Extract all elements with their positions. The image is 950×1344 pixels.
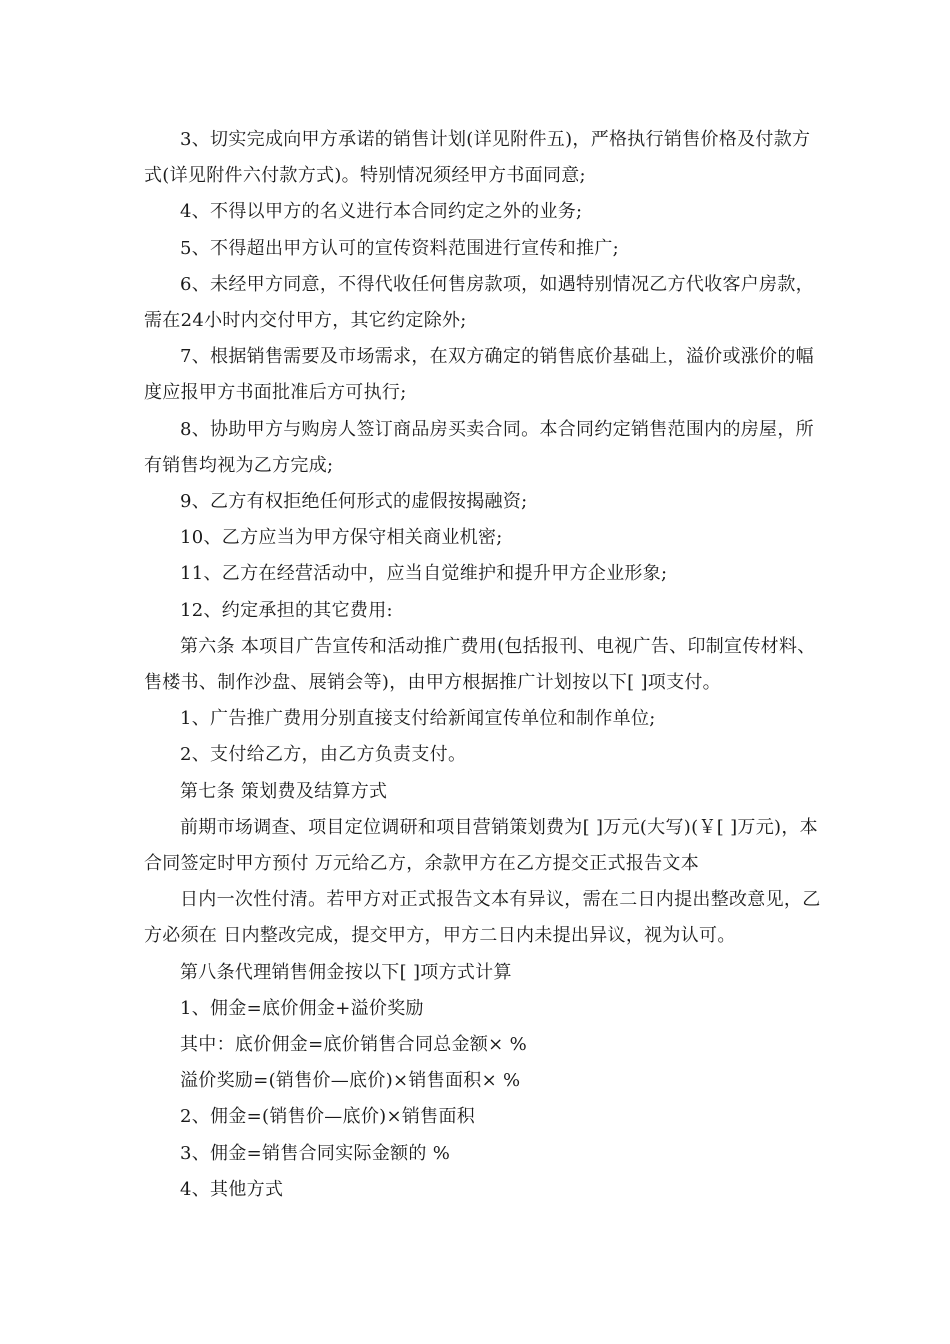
clause-item-8: 8、协助甲方与购房人签订商品房买卖合同。本合同约定销售范围内的房屋，所有销售均视为乙方完成; <box>144 418 814 476</box>
clause-item-10: 10、乙方应当为甲方保守相关商业机密; <box>180 527 503 549</box>
clause-item-9: 9、乙方有权拒绝任何形式的虚假按揭融资; <box>180 491 528 513</box>
article-6-option-2: 2、支付给乙方，由乙方负责支付。 <box>180 744 467 766</box>
clause-item-3: 3、切实完成向甲方承诺的销售计划(详见附件五)，严格执行销售价格及付款方式(详见附件六付款方式)。特别情况须经甲方书面同意; <box>144 129 811 187</box>
commission-formula-3: 3、佣金=销售合同实际金额的 % <box>180 1142 451 1164</box>
commission-formula-4: 4、其他方式 <box>180 1178 284 1200</box>
article-7-fee-text: 前期市场调查、项目定位调研和项目营销策划费为[ ]万元(大写)(￥[ ]万元)，本合同签定时甲方预付 万元给乙方，余款甲方在乙方提交正式报告文本 <box>144 816 818 875</box>
clause-item-7: 7、根据销售需要及市场需求，在双方确定的销售底价基础上，溢价或涨价的幅度应报甲方书面批准后方可执行; <box>144 346 814 404</box>
clause-item-11: 11、乙方在经营活动中，应当自觉维护和提升甲方企业形象; <box>180 563 668 585</box>
commission-formula-2: 2、佣金=(销售价—底价)×销售面积 <box>180 1106 476 1128</box>
commission-formula-1: 1、佣金=底价佣金+溢价奖励 <box>180 997 424 1019</box>
article-7-payment-text: 日内一次性付清。若甲方对正式报告文本有异议，需在二日内提出整改意见，乙方必须在 日内整改完成，提交甲方，甲方二日内未提出异议，视为认可。 <box>144 889 821 947</box>
clause-item-4: 4、不得以甲方的名义进行本合同约定之外的业务; <box>180 201 583 223</box>
clause-item-6: 6、未经甲方同意，不得代收任何售房款项，如遇特别情况乙方代收客户房款，需在24小时内交付甲方，其它约定除外; <box>144 273 814 332</box>
clause-item-12: 12、约定承担的其它费用: <box>180 599 393 621</box>
article-7-heading: 第七条 策划费及结算方式 <box>180 780 388 802</box>
commission-base-formula: 其中：底价佣金=底价销售合同总金额× % <box>180 1034 527 1056</box>
clause-item-5: 5、不得超出甲方认可的宣传资料范围进行宣传和推广; <box>180 237 620 259</box>
article-8-heading: 第八条代理销售佣金按以下[ ]项方式计算 <box>180 961 512 983</box>
article-6-option-1: 1、广告推广费用分别直接支付给新闻宣传单位和制作单位; <box>180 708 656 730</box>
commission-premium-formula: 溢价奖励=(销售价—底价)×销售面积× % <box>180 1070 521 1092</box>
article-6: 第六条 本项目广告宣传和活动推广费用(包括报刊、电视广告、印制宣传材料、售楼书、制作沙盘、展销会等)，由甲方根据推广计划按以下[ ]项支付。 <box>144 635 816 694</box>
document-body <box>144 122 824 1208</box>
